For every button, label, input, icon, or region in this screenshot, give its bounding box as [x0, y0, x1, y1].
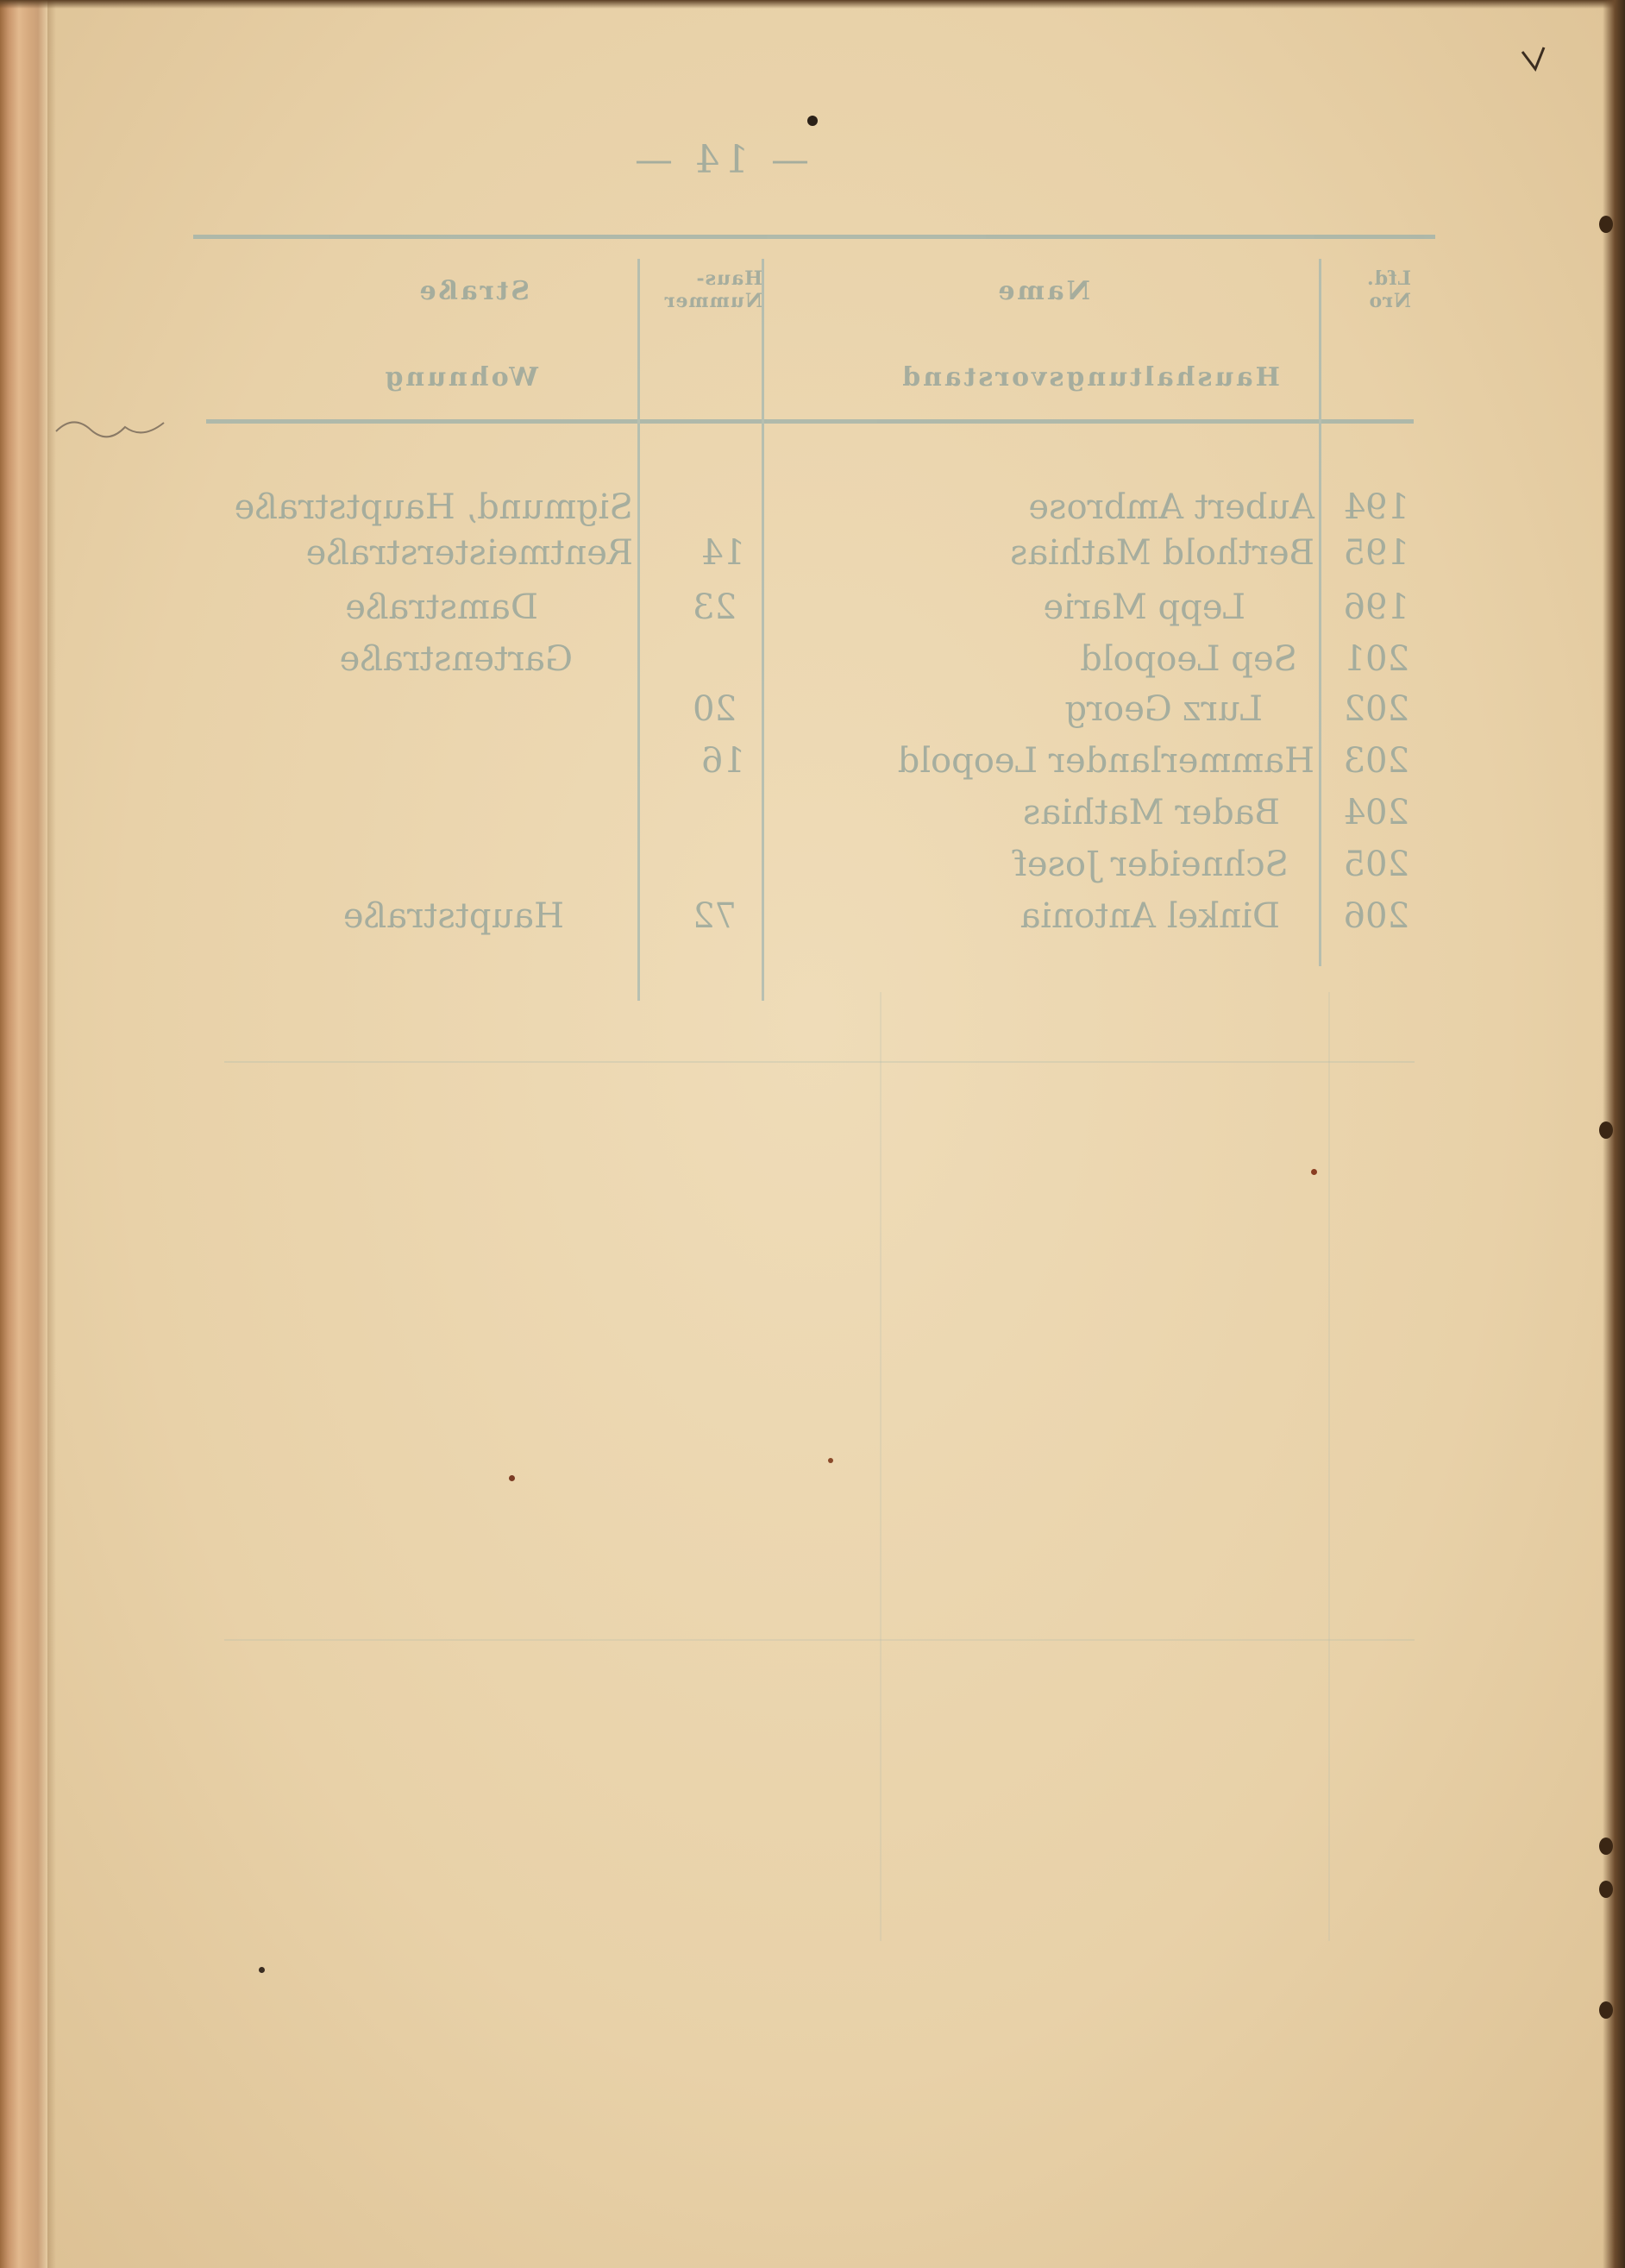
row-house: 16	[701, 741, 745, 781]
row-street: Rentmeisterstraße	[305, 533, 633, 573]
row-street: Damstraße	[345, 587, 538, 627]
row-house: 14	[701, 533, 745, 573]
column-divider	[637, 259, 640, 1001]
row-no: 206	[1343, 896, 1409, 936]
header-group-dwelling: Wohnung	[382, 362, 538, 393]
header-number: Lfd. Nro	[1366, 267, 1411, 312]
column-divider	[1319, 259, 1321, 966]
row-no: 204	[1343, 793, 1409, 832]
table-header-rule	[206, 419, 1414, 424]
row-street: Hauptstraße	[342, 896, 564, 936]
row-name: Aubert Ambrose	[1028, 487, 1314, 527]
header-group-household: Haushaltungsvorstand	[900, 362, 1280, 393]
row-name: Hammerlander Leopold	[897, 741, 1314, 781]
row-no: 195	[1343, 533, 1409, 573]
header-street: Straße	[417, 276, 530, 306]
row-name: Dinkel Antonia	[1020, 896, 1280, 936]
page-number: — 14 —	[630, 138, 809, 182]
ghost-rule	[880, 992, 882, 1941]
row-name: Schneider Josef	[1013, 845, 1289, 884]
row-name: Berthold Mathias	[1009, 533, 1314, 573]
row-street: Gartenstraße	[339, 639, 573, 679]
row-house: 72	[693, 896, 737, 936]
row-no: 194	[1343, 487, 1409, 527]
table-top-rule	[193, 235, 1435, 239]
column-divider	[762, 259, 764, 1001]
row-no: 205	[1343, 845, 1409, 884]
row-name: Lepp Marie	[1043, 587, 1245, 627]
row-name: Lurz Georg	[1064, 689, 1263, 729]
header-house-number: Haus- Nummer	[663, 267, 762, 312]
row-no: 196	[1343, 587, 1409, 627]
row-house: 23	[693, 587, 737, 627]
row-street: Sigmund, Hauptstraße	[234, 487, 633, 527]
ghost-rule	[224, 1639, 1415, 1641]
row-name: Sep Leopold	[1080, 639, 1297, 679]
header-name: Name	[995, 276, 1090, 306]
row-name: Bader Mathias	[1022, 793, 1280, 832]
row-no: 202	[1343, 689, 1409, 729]
ghost-rule	[224, 1061, 1415, 1063]
row-no: 201	[1343, 639, 1409, 679]
row-house: 20	[693, 689, 737, 729]
row-no: 203	[1343, 741, 1409, 781]
ghost-rule	[1328, 992, 1330, 1941]
